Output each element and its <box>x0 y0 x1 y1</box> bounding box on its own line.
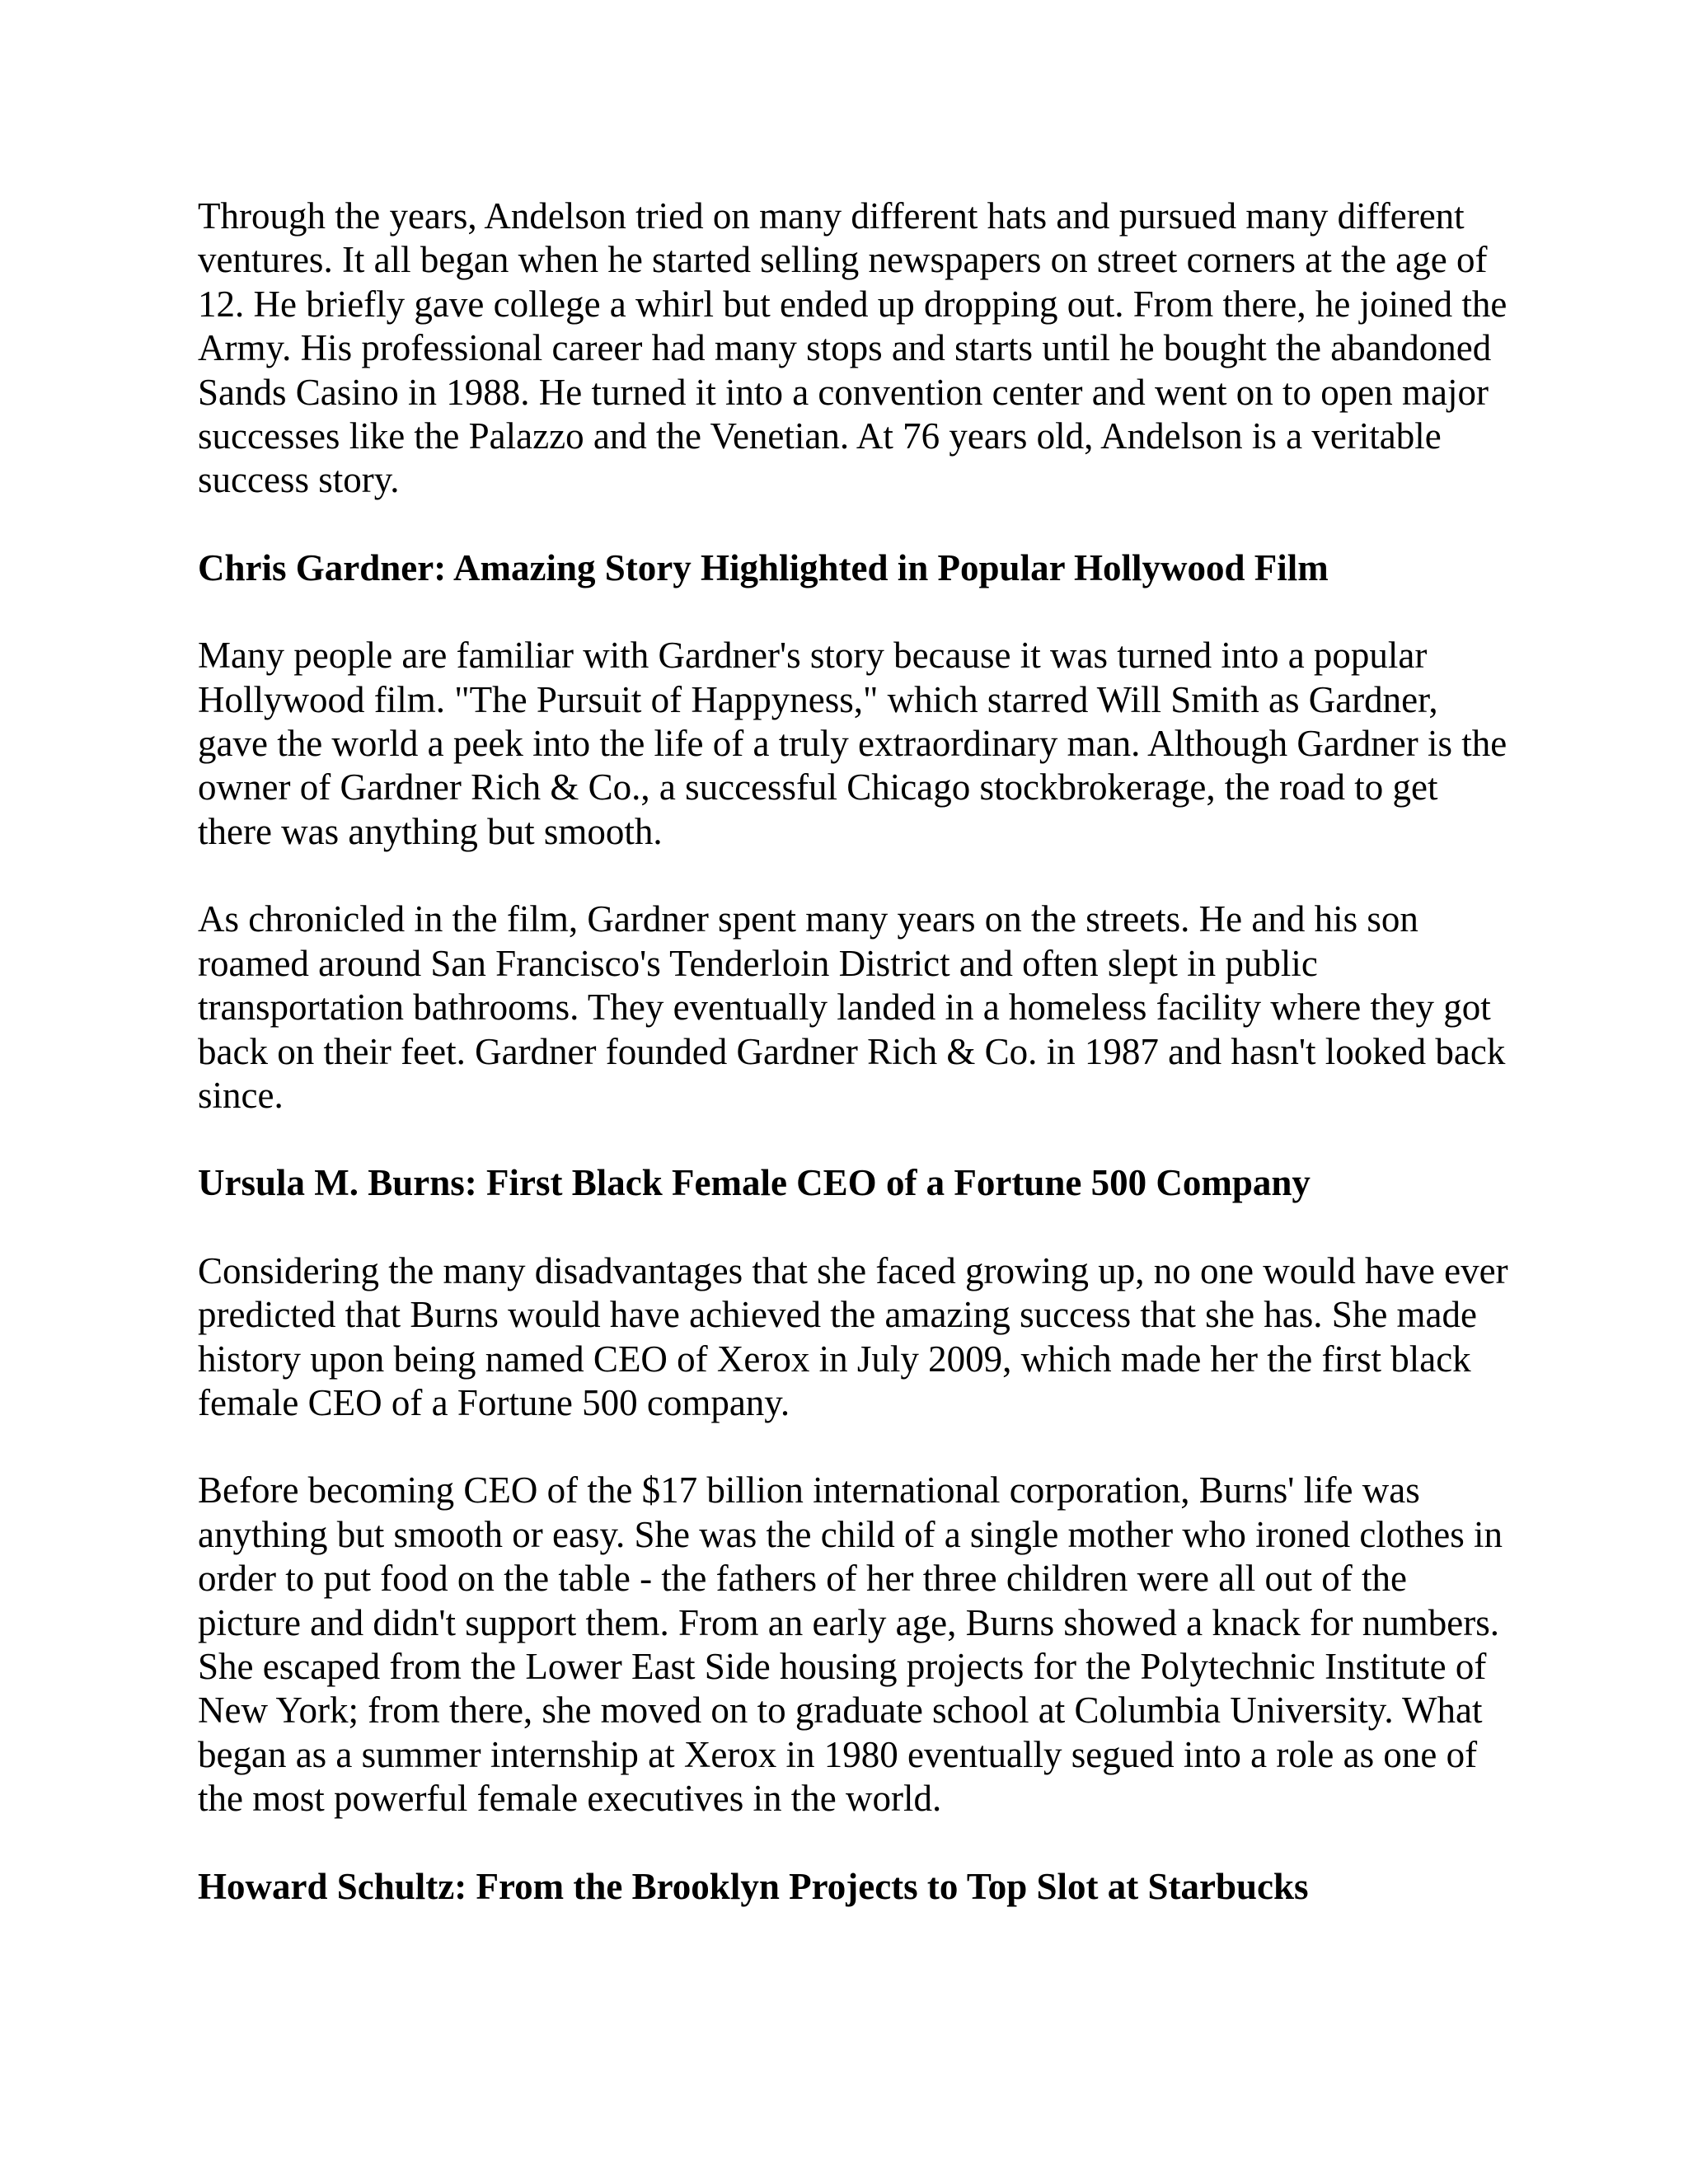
document-page <box>198 194 1508 1909</box>
heading-chris-gardner: Chris Gardner: Amazing Story Highlighted in Popular Hollywood Film <box>198 546 1329 588</box>
paragraph-andelson-career: Through the years, Andelson tried on many different hats and pursued many different ventures. It all began when he started selling newspapers on street corners at the age of 12. He briefly gave college a whirl but ended up dropping out. From there, he joined the Army. His professional career had many stops and starts until he bought the abandoned Sands Casino in 1988. He turned it into a convention center and went on to open major successes like the Palazzo and the Venetian. At 76 years old, Andelson is a veritable success story. <box>198 195 1507 501</box>
paragraph-burns-ceo: Considering the many disadvantages that she faced growing up, no one would have ever predicted that Burns would have achieved the amazing success that she has. She made history upon being named CEO of Xerox in July 2009, which made her the first black female CEO of a Fortune 500 company. <box>198 1249 1508 1423</box>
paragraph-gardner-streets: As chronicled in the film, Gardner spent many years on the streets. He and his son roamed around San Francisco's Tenderloin District and often slept in public transportation bathrooms. They eventually landed in a homeless facility where they got back on their feet. Gardner founded Gardner Rich & Co. in 1987 and hasn't looked back since. <box>198 898 1506 1116</box>
paragraph-burns-early-life: Before becoming CEO of the $17 billion international corporation, Burns' life was anything but smooth or easy. She was the child of a single mother who ironed clothes in order to put food on the table - the fathers of her three children were all out of the picture and didn't support them. From an early age, Burns showed a knack for numbers. She escaped from the Lower East Side housing projects for the Polytechnic Institute of New York; from there, she moved on to graduate school at Columbia University. What began as a summer internship at Xerox in 1980 eventually segued into a role as one of the most powerful female executives in the world. <box>198 1469 1503 1820</box>
heading-howard-schultz: Howard Schultz: From the Brooklyn Projects to Top Slot at Starbucks <box>198 1865 1309 1907</box>
heading-ursula-burns: Ursula M. Burns: First Black Female CEO of a Fortune 500 Company <box>198 1162 1311 1204</box>
paragraph-gardner-film: Many people are familiar with Gardner's story because it was turned into a popular Hollywood film. "The Pursuit of Happyness," which starred Will Smith as Gardner, gave the world a peek into the life of a truly extraordinary man. Although Gardner is the owner of Gardner Rich & Co., a successful Chicago stockbrokerage, the road to get there was anything but smooth. <box>198 635 1507 852</box>
